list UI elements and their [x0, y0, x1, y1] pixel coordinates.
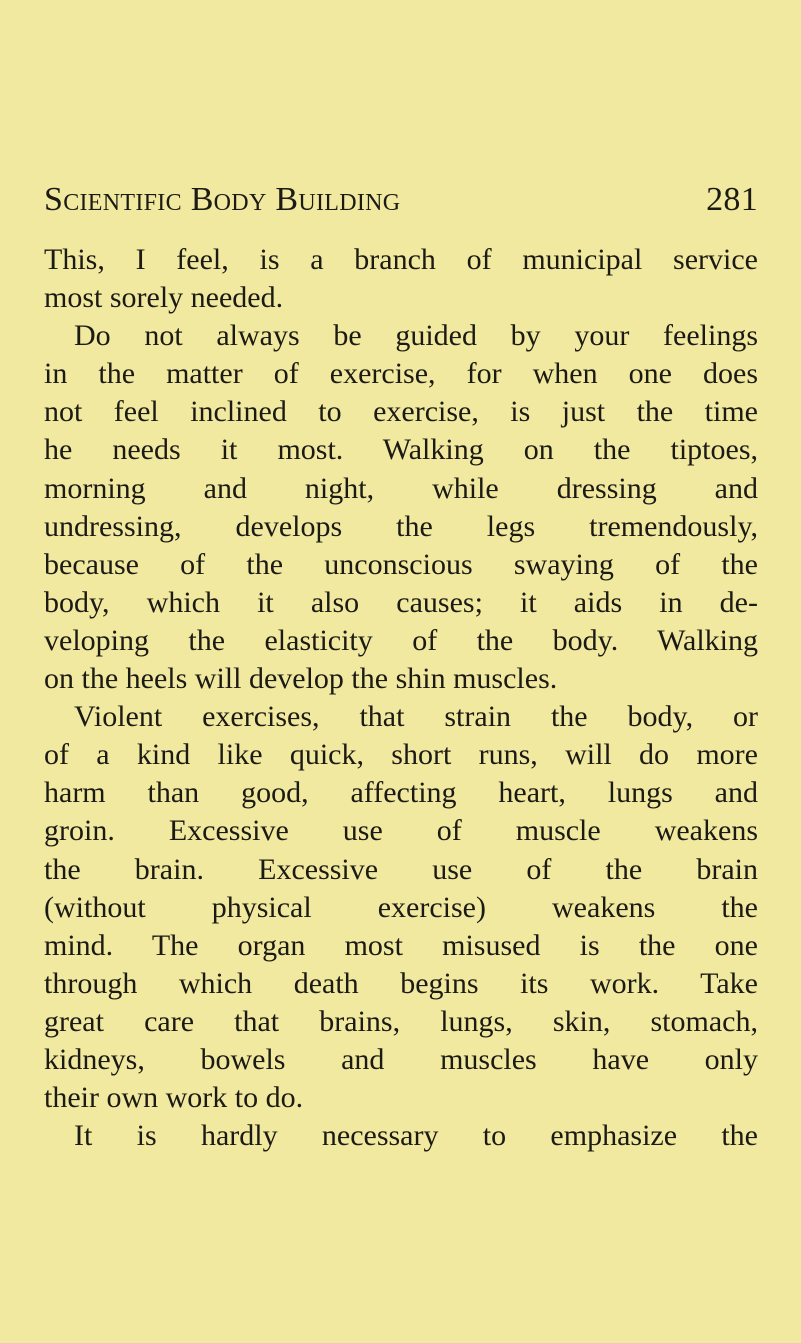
running-head [44, 170, 758, 230]
text-line: It is hardly necessary to emphasize the [74, 1119, 758, 1153]
text-line: most sorely needed. [44, 281, 284, 315]
text-line: their own work to do. [44, 1081, 304, 1115]
running-head-title: Scientific Body Building [44, 181, 401, 218]
text-line: harm than good, affecting heart, lungs and [44, 776, 758, 810]
text-line: veloping the elasticity of the body. Walking [44, 623, 758, 657]
text-line: mind. The organ most misused is the one [44, 928, 758, 962]
text-line: not feel inclined to exercise, is just the time [44, 395, 758, 429]
text-line: he needs it most. Walking on the tiptoes, [44, 433, 758, 467]
text-line: because of the unconscious swaying of the [44, 547, 758, 581]
text-line: on the heels will develop the shin muscles. [44, 662, 558, 696]
book-page [44, 170, 758, 1155]
text-line: morning and night, while dressing and [44, 471, 758, 505]
text-line: undressing, develops the legs tremendously, [44, 509, 758, 543]
text-line: through which death begins its work. Take [44, 966, 758, 1000]
text-line: body, which it also causes; it aids in de- [44, 585, 758, 619]
text-line: Do not always be guided by your feelings [74, 319, 758, 353]
text-line: kidneys, bowels and muscles have only [44, 1042, 758, 1076]
text-line: This, I feel, is a branch of municipal service [44, 243, 758, 276]
text-line: great care that brains, lungs, skin, stomach, [44, 1004, 758, 1038]
text-line: of a kind like quick, short runs, will do more [44, 738, 758, 772]
text-line: groin. Excessive use of muscle weakens [44, 814, 758, 848]
text-line: the brain. Excessive use of the brain [44, 852, 758, 886]
text-line: Violent exercises, that strain the body, or [74, 700, 758, 734]
page-number: 281 [706, 181, 758, 218]
text-line: in the matter of exercise, for when one does [44, 357, 758, 391]
text-line: (without physical exercise) weakens the [44, 890, 758, 924]
body-text [44, 241, 758, 1155]
